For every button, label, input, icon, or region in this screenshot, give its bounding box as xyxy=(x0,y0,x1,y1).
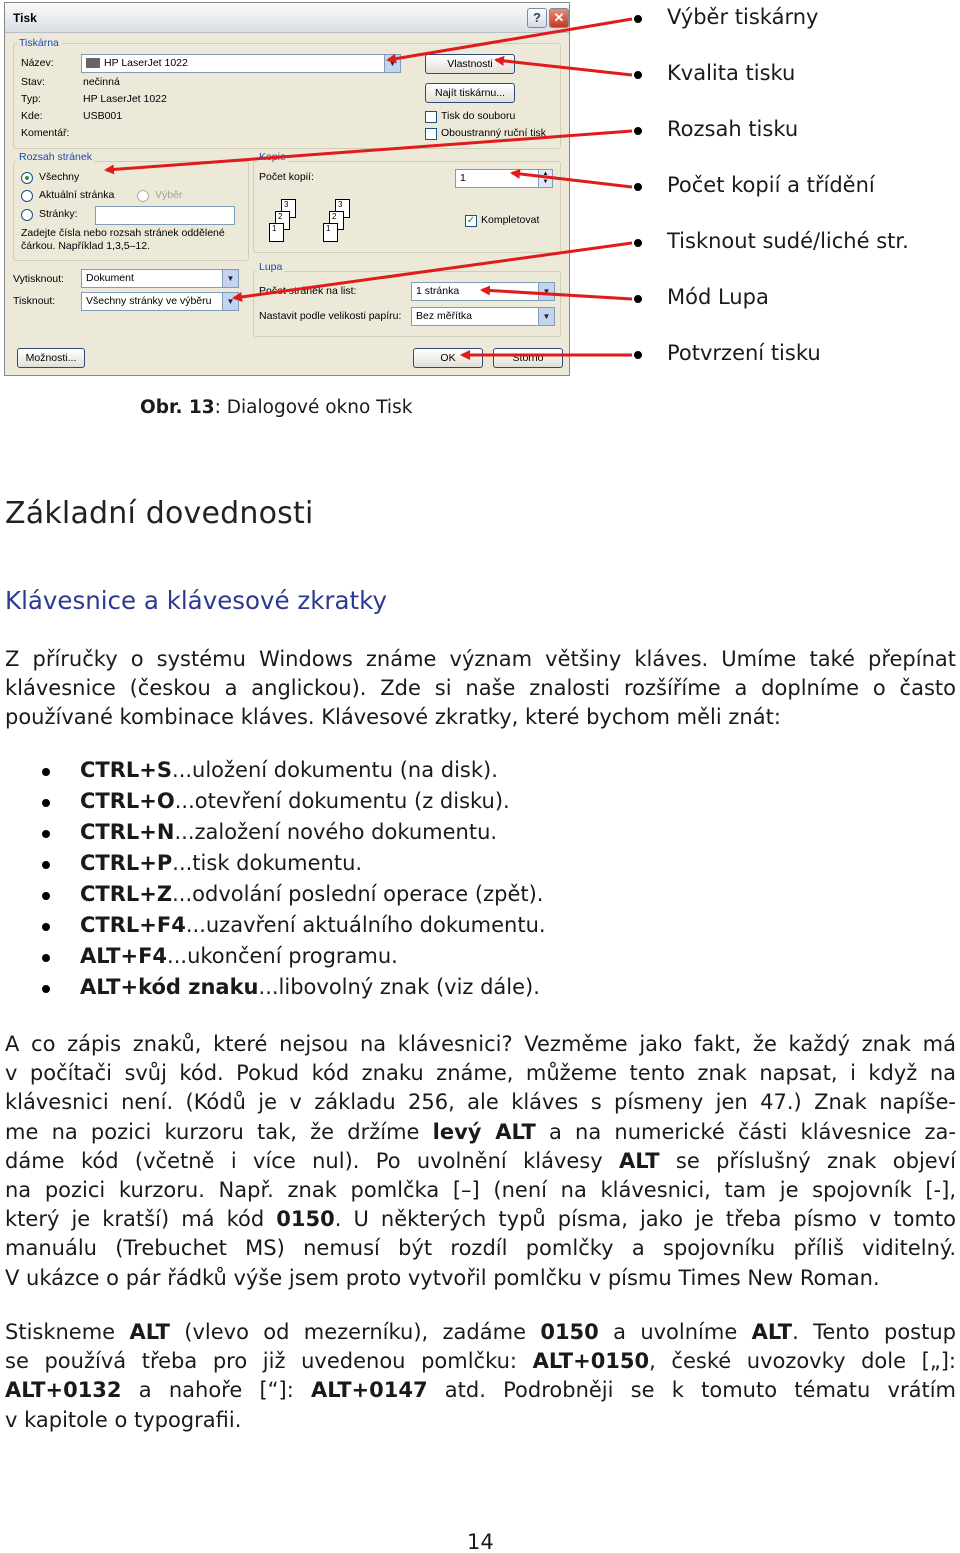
copies-group-label: Kopie xyxy=(259,151,286,163)
collate-checkbox[interactable]: ✓ xyxy=(466,215,476,226)
section-heading: Klávesnice a klávesové zkratky xyxy=(5,586,387,615)
page-number: 14 xyxy=(467,1530,494,1553)
range-selection-radio[interactable] xyxy=(137,190,149,202)
bullet-icon xyxy=(634,15,642,23)
range-current-radio[interactable] xyxy=(21,190,33,202)
bullet-icon xyxy=(42,954,50,962)
page-heading: Základní dovednosti xyxy=(5,496,314,531)
collate-page: 1 xyxy=(323,223,338,242)
print-what-label: Vytisknout: xyxy=(13,273,64,285)
chevron-down-icon: ▼ xyxy=(222,293,238,310)
comment-label: Komentář: xyxy=(21,127,70,139)
bullet-icon xyxy=(634,239,642,247)
chevron-down-icon: ▼ xyxy=(538,308,554,325)
bullet-icon xyxy=(42,768,50,776)
print-to-file-checkbox[interactable] xyxy=(425,111,437,123)
bullet-icon xyxy=(42,830,50,838)
range-selection-label: Výběr xyxy=(155,189,183,201)
range-pages-label: Stránky: xyxy=(39,208,78,220)
scale-value: Bez měřítka xyxy=(416,310,473,322)
collate-page: 3 xyxy=(335,199,350,218)
range-pages-input[interactable] xyxy=(95,206,235,225)
zoom-group-label: Lupa xyxy=(259,261,283,273)
options-button[interactable]: Možnosti... xyxy=(17,348,85,368)
chevron-down-icon: ▼ xyxy=(538,283,554,300)
collate-page: 1 xyxy=(269,223,284,242)
bullet-icon xyxy=(634,183,642,191)
where-value: USB001 xyxy=(83,110,123,122)
list-item: CTRL+Z...odvolání poslední operace (zpět). xyxy=(0,882,700,913)
list-item: CTRL+N...založení nového dokumentu. xyxy=(0,820,700,851)
printer-name-select[interactable] xyxy=(81,54,401,73)
pages-per-sheet-value: 1 stránka xyxy=(416,285,460,297)
zoom-group xyxy=(253,271,561,337)
status-label: Stav: xyxy=(21,76,45,88)
print-pages-select[interactable] xyxy=(81,292,239,311)
spinner-arrows-icon: ▲ ▼ xyxy=(538,170,552,187)
collate-page: 2 xyxy=(275,211,290,230)
bullet-icon xyxy=(42,923,50,931)
bullet-icon xyxy=(634,295,642,303)
copies-count-spinner[interactable] xyxy=(455,169,553,188)
find-printer-button[interactable]: Najít tiskárnu... xyxy=(425,83,515,103)
scale-label: Nastavit podle velikosti papíru: xyxy=(259,310,402,322)
pages-per-sheet-label: Počet stránek na list: xyxy=(259,285,357,297)
bullet-icon xyxy=(42,985,50,993)
status-value: nečinná xyxy=(83,76,120,88)
ok-button[interactable]: OK xyxy=(413,348,483,368)
print-dialog xyxy=(4,2,570,376)
cancel-button[interactable]: Storno xyxy=(493,348,563,368)
print-what-value: Dokument xyxy=(86,272,134,284)
chevron-down-icon: ▼ xyxy=(384,55,400,72)
printer-group-label: Tiskárna xyxy=(19,37,59,49)
bullet-icon xyxy=(634,351,642,359)
list-item: CTRL+O...otevření dokumentu (z disku). xyxy=(0,789,700,820)
duplex-label: Oboustranný ruční tisk xyxy=(441,127,547,139)
range-all-radio[interactable] xyxy=(21,172,33,184)
collate-page: 2 xyxy=(329,211,344,230)
dialog-title: Tisk xyxy=(13,11,37,25)
body-paragraph: Stiskneme ALT (vlevo od mezerníku), zadáme 0150 a uvolníme ALT. Tento postup se používá třeba pro již uvedenou pomlčku: ALT+0150, české uvozovky dole [„]: ALT+0132 a nahoře [“]: ALT+0147 atd. Podrobněji se k tomuto tématu vrátím v kapitole o typografii. xyxy=(5,1320,956,1432)
pages-per-sheet-select[interactable] xyxy=(411,282,555,301)
collate-page: 3 xyxy=(281,199,296,218)
chevron-down-icon: ▼ xyxy=(222,270,238,287)
close-button[interactable]: ✕ xyxy=(549,8,569,28)
bullet-icon xyxy=(42,799,50,807)
print-what-select[interactable] xyxy=(81,269,239,288)
bullet-icon xyxy=(634,71,642,79)
range-pages-radio[interactable] xyxy=(21,209,33,221)
figure-caption: Obr. 13: Dialogové okno Tisk xyxy=(140,397,413,418)
range-all-label: Všechny xyxy=(39,171,80,183)
duplex-checkbox[interactable] xyxy=(425,128,437,140)
scale-select[interactable] xyxy=(411,307,555,326)
properties-button[interactable]: Vlastnosti xyxy=(425,54,515,74)
printer-name-label: Název: xyxy=(21,57,54,69)
list-item: ALT+kód znaku...libovolný znak (viz dále). xyxy=(0,975,700,1006)
copies-count-label: Počet kopií: xyxy=(259,171,314,183)
list-item: CTRL+P...tisk dokumentu. xyxy=(0,851,700,882)
type-value: HP LaserJet 1022 xyxy=(83,93,167,105)
range-hint: Zadejte čísla nebo rozsah stránek oddělené čárkou. Například 1,3,5–12. xyxy=(21,227,225,252)
bullet-icon xyxy=(42,861,50,869)
page-range-label: Rozsah stránek xyxy=(19,151,92,163)
print-pages-value: Všechny stránky ve výběru xyxy=(86,295,212,307)
list-item: CTRL+F4...uzavření aktuálního dokumentu. xyxy=(0,913,700,944)
help-button[interactable]: ? xyxy=(527,8,547,28)
list-item: ALT+F4...ukončení programu. xyxy=(0,944,700,975)
where-label: Kde: xyxy=(21,110,43,122)
range-current-label: Aktuální stránka xyxy=(39,189,115,201)
copies-count-value: 1 xyxy=(460,172,466,184)
print-label: Tisknout: xyxy=(13,295,56,307)
type-label: Typ: xyxy=(21,93,41,105)
intro-paragraph: Z příručky o systému Windows známe význam většiny kláves. Umíme také přepínat klávesnice (českou a anglickou). Zde si naše znalosti rozšíříme a doplníme o často používané kombinace kláves. Klávesové zkratky, které bychom měli znát: xyxy=(5,647,956,730)
print-to-file-label: Tisk do souboru xyxy=(441,110,516,122)
printer-name-value: HP LaserJet 1022 xyxy=(104,57,188,69)
collate-label: Kompletovat xyxy=(481,214,540,226)
dialog-titlebar xyxy=(5,3,569,33)
bullet-icon xyxy=(42,892,50,900)
list-item: CTRL+S...uložení dokumentu (na disk). xyxy=(0,758,700,789)
printer-icon xyxy=(86,58,100,68)
bullet-icon xyxy=(634,127,642,135)
body-paragraph: A co zápis znaků, které nejsou na klávesnici? Vezměme jako fakt, že každý znak má v počítači svůj kód. Pokud kód znaku známe, můžeme tento znak napsat, i když na klávesnici není. (Kódů je v základu 256, ale kláves s písmeny jen 47.) Znak napíše- me na pozici kurzoru tak, že držíme levý ALT a na numerické části klávesnice za- dáme kód (včetně i více nul). Po uvolnění klávesy ALT se příslušný znak objeví na pozici kurzoru. Např. znak pomlčka [–] (není na klávesnici, tam je spojovník [-], který je kratší) má kód 0150. U některých typů písma, jako je třeba písmo v tomto manuálu (Trebuchet MS) nemusí být rozdíl pomlčky a spojovníku příliš viditelný. V ukázce o pár řádků výše jsem proto vytvořil pomlčku v písmu Times New Roman. xyxy=(5,1032,956,1290)
